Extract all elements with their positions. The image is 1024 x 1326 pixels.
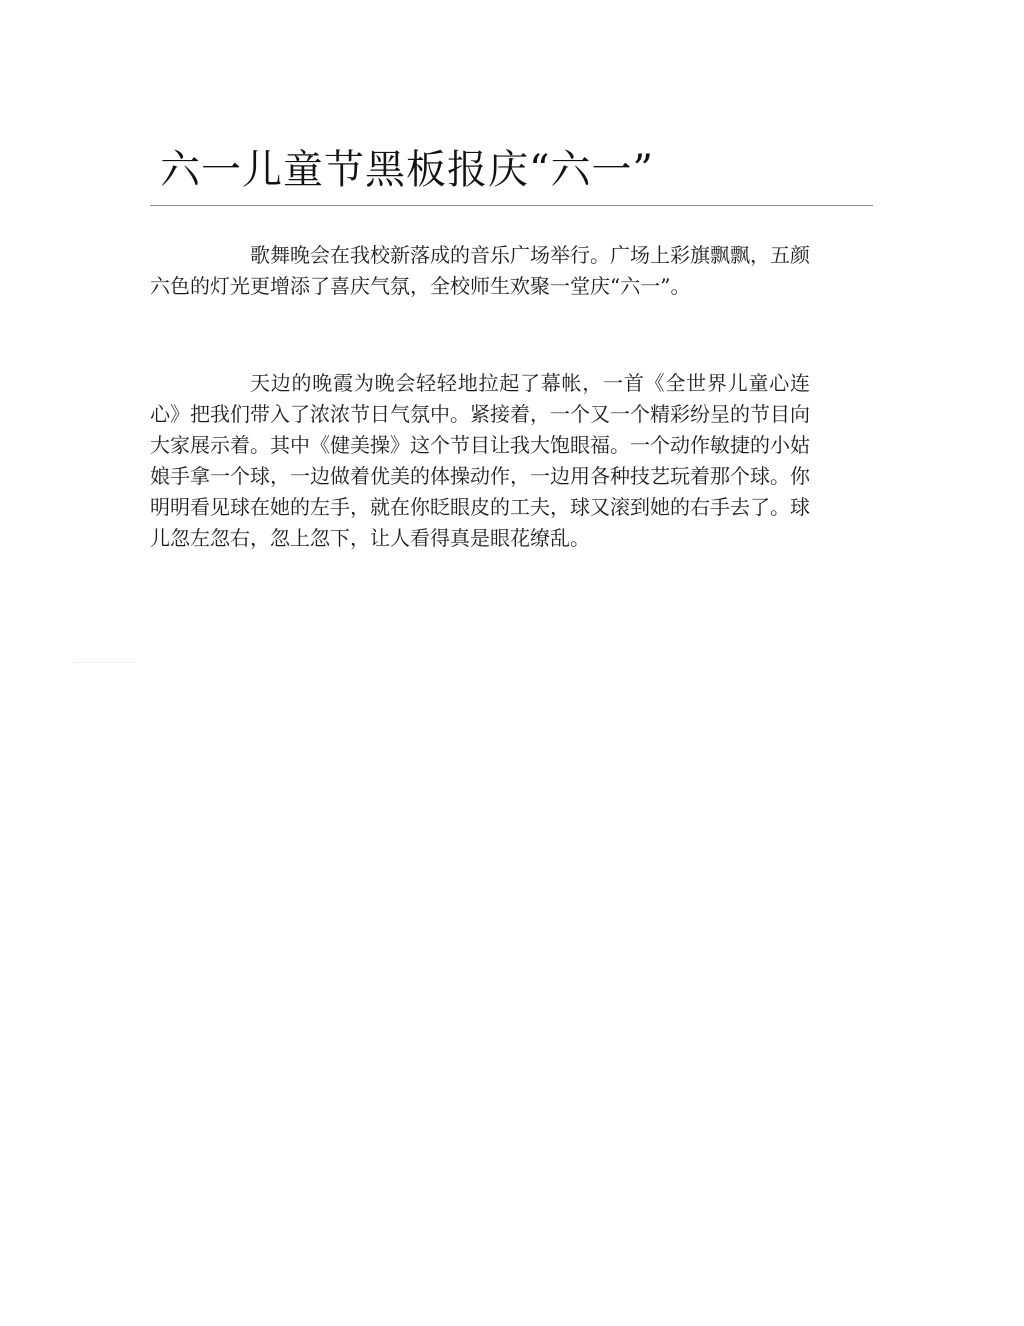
faint-scan-mark [74, 662, 136, 663]
document-title: 六一儿童节黑板报庆“六一” [160, 147, 654, 193]
paragraph-1: 歌舞晚会在我校新落成的音乐广场举行。广场上彩旗飘飘，五颜六色的灯光更增添了喜庆气氛，全校师生欢聚一堂庆“六一”。 [150, 243, 810, 298]
title-divider [150, 205, 873, 206]
paragraph-2: 天边的晚霞为晚会轻轻地拉起了幕帐，一首《全世界儿童心连心》把我们带入了浓浓节日气氛中。紧接着，一个又一个精彩纷呈的节目向大家展示着。其中《健美操》这个节目让我大饱眼福。一个动作敏捷的小姑娘手拿一个球，一边做着优美的体操动作，一边用各种技艺玩着那个球。你明明看见球在她的左手，就在你眨眼皮的工夫，球又滚到她的右手去了。球儿忽左忽右，忽上忽下，让人看得真是眼花缭乱。 [150, 371, 810, 550]
